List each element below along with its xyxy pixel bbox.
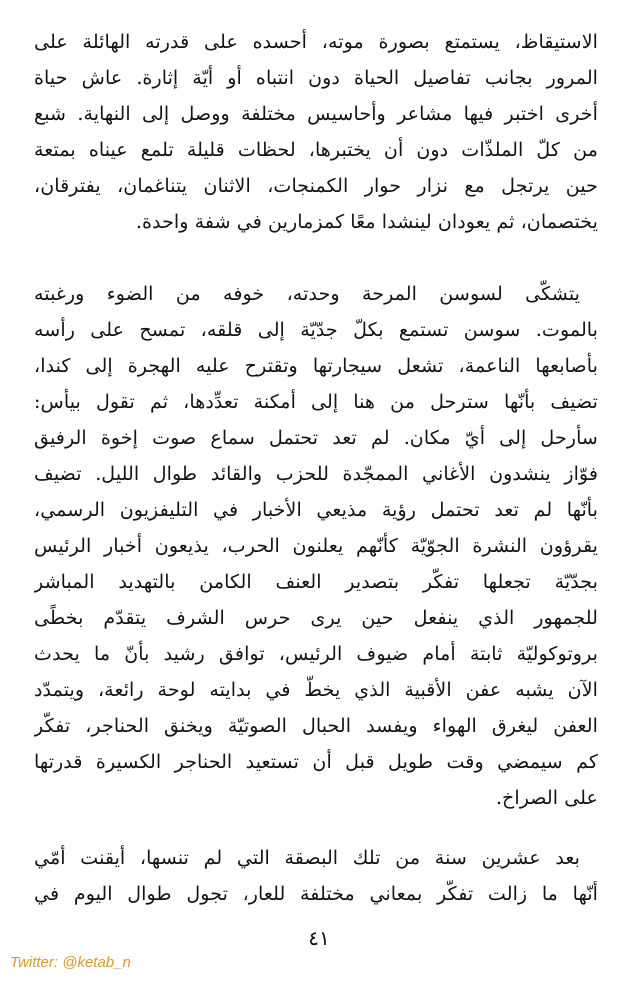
text-line: للجمهور الذي ينفعل حين يرى حرس الشرف يتقدّم بخطًى	[34, 606, 598, 629]
text-line: أخرى اختبر فيها مشاعر وأحاسيس مختلفة ووصل إلى النهاية. شبع	[34, 102, 598, 125]
text-line: بجدّيّة تجعلها تفكّر بتصدير العنف الكامن بالتهديد المباشر	[34, 570, 598, 593]
text-line: على الصراخ.	[495, 786, 598, 809]
text-line: المرور بجانب تفاصيل الحياة دون انتباه أو أيّة إثارة. عاش حياة	[34, 66, 598, 89]
text-line: تضيف بأنّها سترحل من هنا إلى أمكنة تعدِّدها، ثم تقول بيأس:	[34, 390, 598, 413]
text-line: يختصمان، ثم يعودان لينشدا معًا كمزمارين في شفة واحدة.	[135, 210, 598, 233]
text-line: فوّاز ينشدون الأغاني الممجّدة للحزب والقائد طوال الليل. تضيف	[34, 462, 598, 485]
text-line: من كلّ الملذّات دون أن يختبرها، لحظات قليلة تلمع عيناه بمتعة	[34, 138, 598, 161]
text-line: الآن يشبه عفن الأقبية الذي يخطّ في بدايته لوحة رائعة، ويتمدّد	[34, 678, 598, 701]
page-number: ٤١	[308, 926, 330, 950]
text-line: الاستيقاظ، يستمتع بصورة موته، أحسده على قدرته الهائلة على	[34, 30, 598, 53]
text-line: بأصابعها الناعمة، تشعل سيجارتها وتقترح عليه الهجرة إلى كندا،	[34, 354, 598, 377]
text-line: سأرحل إلى أيّ مكان. لم تعد تحتمل سماع صوت إخوة الرفيق	[34, 426, 598, 449]
text-line: بروتوكوليّة ثابتة أمام ضيوف الرئيس، توافق رشيد بأنّ ما يحدث	[34, 642, 598, 665]
text-line: حين يرتجل مع نزار حوار الكمنجات، الاثنان يتناغمان، يفترقان،	[34, 174, 598, 197]
watermark-text: Twitter: @ketab_n	[10, 954, 131, 971]
text-line: العفن ليغرق الهواء ويفسد الحبال الصوتيّة ويخنق الحناجر، تفكّر	[34, 714, 598, 737]
text-line: أنّها ما زالت تفكّر بمعاني مختلفة للعار، تجول طوال اليوم في	[34, 882, 598, 905]
paragraph-3	[34, 840, 598, 912]
text-line: كم سيمضي وقت طويل قبل أن تستعيد الحناجر الكسيرة قدرتها	[34, 750, 598, 773]
text-line: بالموت. سوسن تستمع بكلّ جدّيّة إلى قلقه، تمسح على رأسه	[34, 318, 598, 341]
text-line: بعد عشرين سنة من تلك البصقة التي لم تنسها، أيقنت أمّي	[34, 846, 580, 869]
text-line: بأنّها لم تعد تحتمل رؤية مذيعي الأخبار في التليفزيون الرسمي،	[34, 498, 598, 521]
text-line: يقرؤون النشرة الجوّيّة كأنّهم يعلنون الحرب، يذيعون أخبار الرئيس	[34, 534, 598, 557]
paragraph-2	[34, 276, 598, 816]
text-line: يتشكّى لسوسن المرحة وحدته، خوفه من الضوء ورغبته	[34, 282, 580, 305]
paragraph-1	[34, 24, 598, 240]
